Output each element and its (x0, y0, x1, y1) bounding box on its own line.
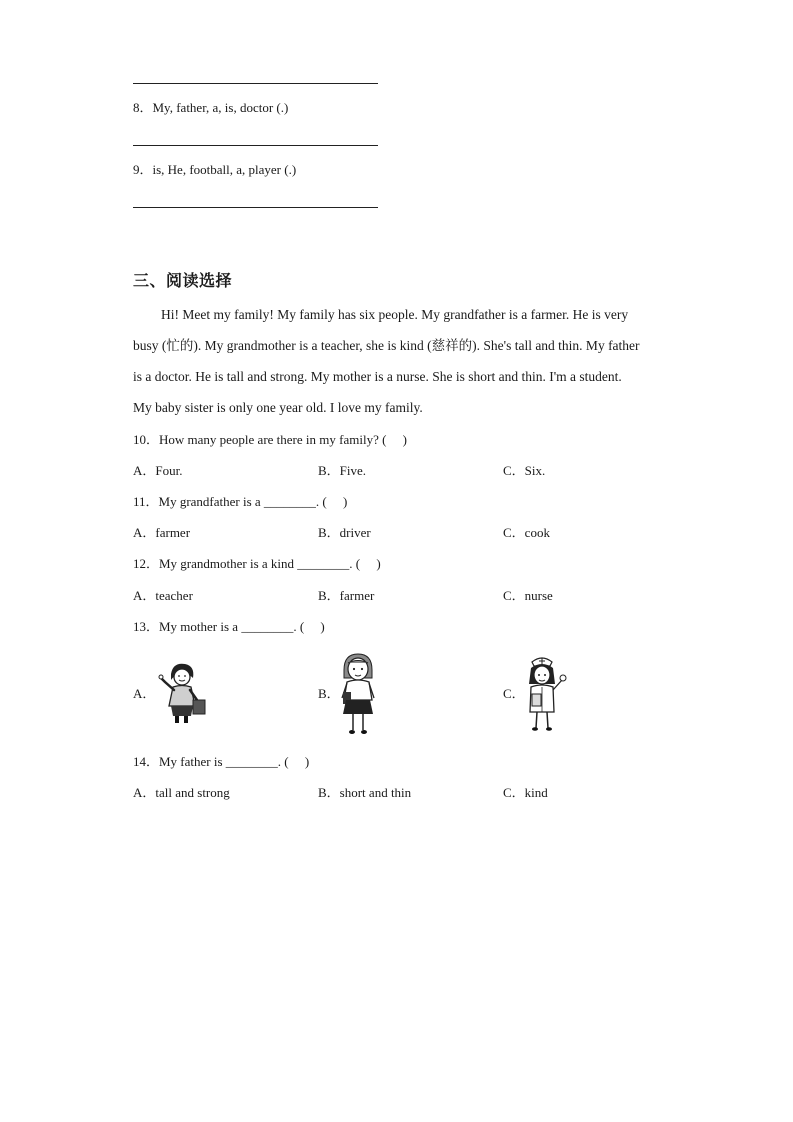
q14-option-a[interactable]: A．tall and strong (133, 785, 230, 800)
answer-line-8[interactable] (133, 145, 378, 146)
nurse-picture[interactable] (522, 654, 570, 732)
q10-option-a[interactable]: A．Four. (133, 463, 183, 478)
teacher-pointing-picture[interactable] (153, 660, 213, 724)
q12-option-b[interactable]: B．farmer (318, 588, 375, 603)
q11-option-b[interactable]: B．driver (318, 525, 371, 540)
student-girl-picture[interactable] (336, 652, 380, 736)
answer-line-9[interactable] (133, 207, 378, 208)
q13-option-c[interactable]: C． (503, 686, 525, 701)
q13-option-b[interactable]: B． (318, 686, 340, 701)
q12-option-a[interactable]: A．teacher (133, 588, 193, 603)
passage-line-1: Hi! Meet my family! My family has six people. My grandfather is a farmer. He is very (161, 307, 629, 322)
question-9: 9．is, He, football, a, player (.) (133, 162, 297, 177)
answer-line-7[interactable] (133, 83, 378, 84)
question-8: 8．My, father, a, is, doctor (.) (133, 100, 289, 115)
passage-line-4: My baby sister is only one year old. I love my family. (133, 400, 423, 415)
q14-option-b[interactable]: B．short and thin (318, 785, 412, 800)
question-13: 13．My mother is a ________. ( ) (133, 619, 325, 634)
question-11: 11．My grandfather is a ________. ( ) (133, 494, 348, 509)
section-heading: 三、阅读选择 (133, 271, 233, 290)
q12-option-c[interactable]: C．nurse (503, 588, 553, 603)
question-10: 10．How many people are there in my family? ( ) (133, 432, 407, 447)
question-12: 12．My grandmother is a kind ________. ( ) (133, 556, 381, 571)
passage-line-2: busy (忙的). My grandmother is a teacher, she is kind (慈祥的). She's tall and thin. My father (133, 338, 640, 353)
passage-line-3: is a doctor. He is tall and strong. My mother is a nurse. She is short and thin. I'm a student. (133, 369, 622, 384)
q10-option-c[interactable]: C．Six. (503, 463, 546, 478)
q11-option-c[interactable]: C．cook (503, 525, 550, 540)
q10-option-b[interactable]: B．Five. (318, 463, 367, 478)
q13-option-a[interactable]: A． (133, 686, 156, 701)
q14-option-c[interactable]: C．kind (503, 785, 548, 800)
question-14: 14．My father is ________. ( ) (133, 754, 310, 769)
q11-option-a[interactable]: A．farmer (133, 525, 191, 540)
